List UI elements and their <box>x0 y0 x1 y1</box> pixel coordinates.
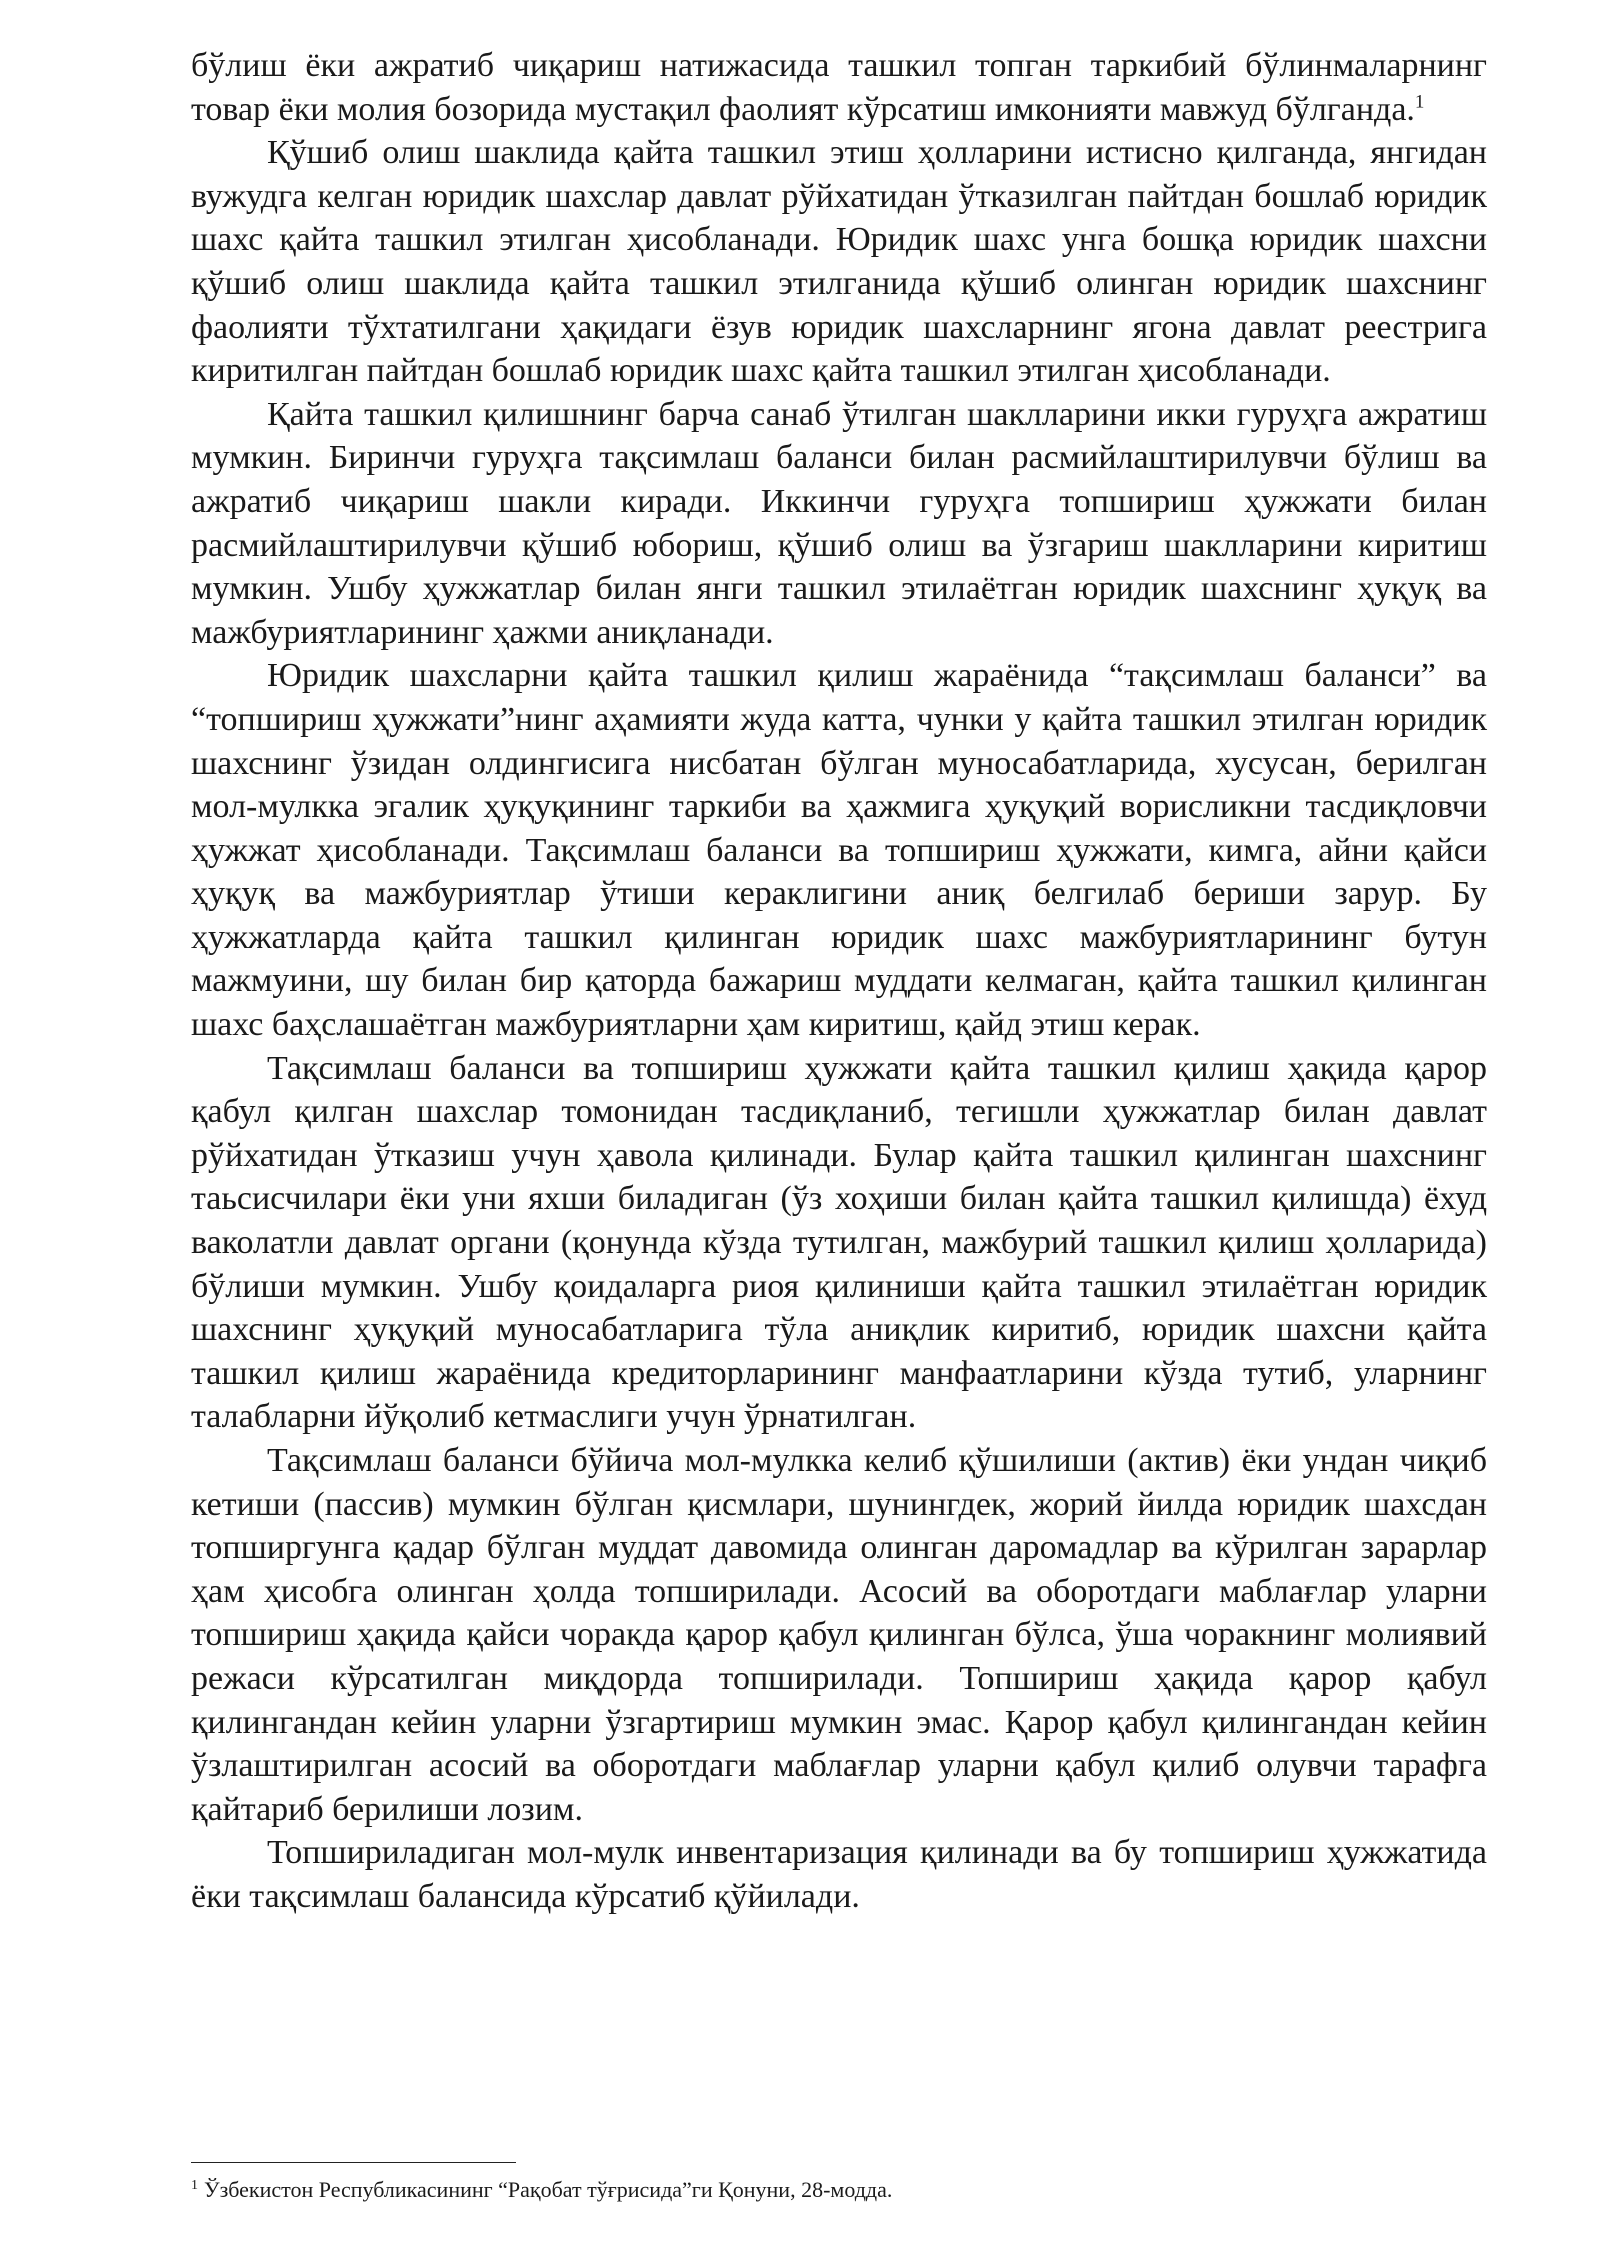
paragraph: Қайта ташкил қилишнинг барча санаб ўтилган шаклларини икки гуруҳга ажратиш мумкин. Биринчи гуруҳга тақсимлаш баланси билан расмийлаштирилувчи бўлиш ва ажратиб чиқариш шакли киради. Иккинчи гуруҳга топшириш ҳужжати билан расмийлаштирилувчи қўшиб юбориш, қўшиб олиш ва ўзгариш шаклларини киритиш мумкин. Ушбу ҳужжатлар билан янги ташкил этилаётган юридик шахснинг ҳуқуқ ва мажбуриятларининг ҳажми аниқланади. <box>191 395 1487 651</box>
footnote-text: Ўзбекистон Республикасининг “Рақобат тўғрисида”ги Қонуни, 28-модда. <box>204 2177 893 2202</box>
paragraph-continuation <box>191 44 1487 131</box>
paragraph: Қўшиб олиш шаклида қайта ташкил этиш ҳолларини истисно қилганда, янгидан вужудга келган юридик шахслар давлат рўйхатидан ўтказилган пайтдан бошлаб юридик шахс қайта ташкил этилган ҳисобланади. Юридик шахс унга бошқа юридик шахсни қўшиб олиш шаклида қайта ташкил этилганида қўшиб олинган юридик шахснинг фаолияти тўхтатилгани ҳақидаги ёзув юридик шахсларнинг ягона давлат реестрига киритилган пайтдан бошлаб юридик шахс қайта ташкил этилган ҳисобланади. <box>191 134 1487 390</box>
footnote-reference[interactable]: 1 <box>1414 91 1425 113</box>
paragraph: Тақсимлаш баланси ва топшириш ҳужжати қайта ташкил қилиш ҳақида қарор қабул қилган шахслар томонидан тасдиқланиб, тегишли ҳужжатлар билан давлат рўйхатидан ўтказиш учун ҳавола қилинади. Булар қайта ташкил қилинган шахснинг таьсисчилари ёки уни яхши биладиган (ўз хоҳиши билан қайта ташкил қилишда) ёхуд ваколатли давлат органи (қонунда кўзда тутилган, мажбурий ташкил қилиш ҳолларида) бўлиши мумкин. Ушбу қоидаларга риоя қилиниши қайта ташкил этилаётган юридик шахснинг ҳуқуқий муносабатларига тўла аниқлик киритиб, юридик шахсни қайта ташкил қилиш жараёнида кредиторларининг манфаатларини кўзда тутиб, уларнинг талабларни йўқолиб кетмаслиги учун ўрнатилган. <box>191 1049 1487 1436</box>
paragraph: Тақсимлаш баланси бўйича мол-мулкка келиб қўшилиши (актив) ёки ундан чиқиб кетиши (пассив) мумкин бўлган қисмлари, шунингдек, жорий йилда юридик шахсдан топширгунга қадар бўлган муддат давомида олинган даромадлар ва кўрилган зарарлар ҳам ҳисобга олинган ҳолда топширилади. Асосий ва оборотдаги маблағлар уларни топшириш ҳақида қайси чоракда қарор қабул қилинган бўлса, ўша чоракнинг молиявий режаси кўрсатилган миқдорда топширилади. Топшириш ҳақида қарор қабул қилингандан кейин уларни ўзгартириш мумкин эмас. Қарор қабул қилингандан кейин ўзлаштирилган асосий ва оборотдаги маблағлар уларни қабул қилиб олувчи тарафга қайтариб берилиши лозим. <box>191 1442 1487 1828</box>
footnote-separator <box>191 2162 516 2163</box>
document-body <box>191 44 1487 1919</box>
paragraph: Топшириладиган мол-мулк инвентаризация қилинади ва бу топшириш ҳужжатида ёки тақсимлаш балансида кўрсатиб қўйилади. <box>191 1834 1487 1915</box>
footnote-marker: 1 <box>191 2177 198 2193</box>
paragraph: Юридик шахсларни қайта ташкил қилиш жараёнида “тақсимлаш баланси” ва “топшириш ҳужжати”нинг аҳамияти жуда катта, чунки у қайта ташкил этилган юридик шахснинг ўзидан олдингисига нисбатан бўлган муносабатларида, хусусан, берилган мол-мулкка эгалик ҳуқуқининг таркиби ва ҳажмига ҳуқуқий ворисликни тасдиқловчи ҳужжат ҳисобланади. Тақсимлаш баланси ва топшириш ҳужжати, кимга, айни қайси ҳуқуқ ва мажбуриятлар ўтиши кераклигини аниқ белгилаб бериши зарур. Бу ҳужжатларда қайта ташкил қилинган юридик шахс мажбуриятларининг бутун мажмуини, шу билан бир қаторда бажариш муддати келмаган, қайта ташкил қилинган шахс баҳслашаётган мажбуриятларни ҳам киритиш, қайд этиш керак. <box>191 657 1487 1044</box>
footnote <box>191 2176 1487 2204</box>
paragraph-text: бўлиш ёки ажратиб чиқариш натижасида ташкил топган таркибий бўлинмаларнинг товар ёки молия бозорида мустақил фаолият кўрсатиш имконияти мавжуд бўлганда. <box>191 47 1487 128</box>
